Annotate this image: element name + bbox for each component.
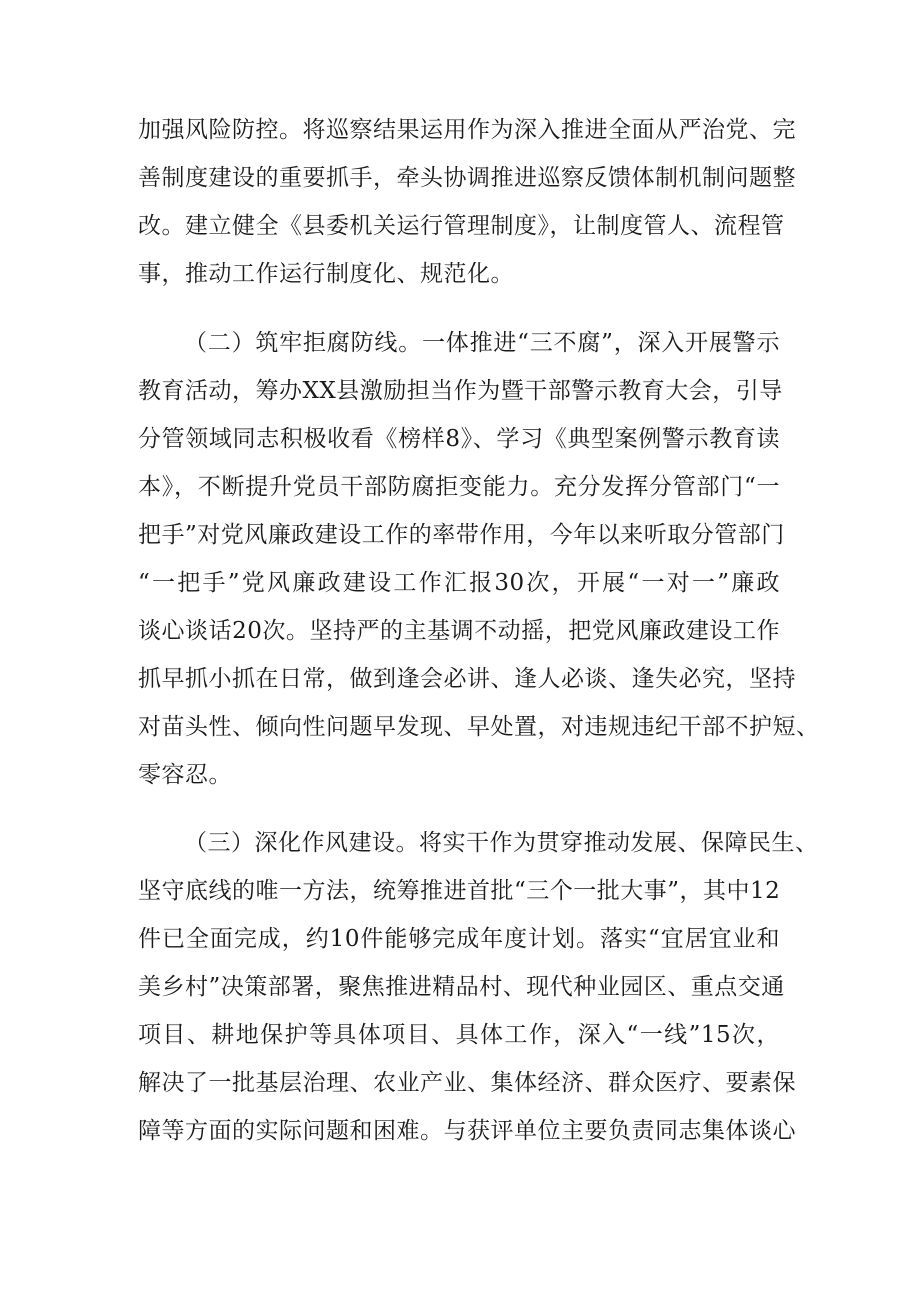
- text-line: 零容忍。: [138, 762, 232, 788]
- text-line: 本》，不断提升党员干部防腐拒变能力。充分发挥分管部门“一: [138, 474, 780, 500]
- text-line: （二）筑牢拒腐防线。一体推进“三不腐”，深入开展警示: [184, 330, 780, 356]
- text-line: 教育活动，筹办XX县激励担当作为暨干部警示教育大会，引导: [138, 378, 783, 404]
- text-line: 对苗头性、倾向性问题早发现、早处置，对违规违纪干部不护短、: [138, 714, 820, 740]
- text-line: 把手”对党风廉政建设工作的率带作用，今年以来听取分管部门: [138, 522, 785, 548]
- text-line: 加强风险防控。将巡察结果运用作为深入推进全面从严治党、完: [138, 117, 796, 143]
- paragraph-risk-control: [138, 106, 796, 298]
- text-line: 分管领域同志积极收看《榜样8》、学习《典型案例警示教育读: [138, 426, 780, 452]
- text-line: 美乡村”决策部署，聚焦推进精品村、现代种业园区、重点交通: [138, 974, 785, 1000]
- text-line: 障等方面的实际问题和困难。与获评单位主要负责同志集体谈心: [138, 1118, 796, 1144]
- text-line: 项目、耕地保护等具体项目、具体工作，深入“一线”15次，: [138, 1022, 780, 1048]
- text-line: 善制度建设的重要抓手，牵头协调推进巡察反馈体制机制问题整: [138, 165, 796, 191]
- text-line: “一把手”党风廉政建设工作汇报30次，开展“一对一”廉政: [138, 570, 780, 596]
- text-line: 谈心谈话20次。坚持严的主基调不动摇，把党风廉政建设工作: [138, 618, 780, 644]
- text-line: 事，推动工作运行制度化、规范化。: [138, 261, 514, 287]
- text-line: 解决了一批基层治理、农业产业、集体经济、群众医疗、要素保: [138, 1070, 796, 1096]
- text-line: 抓早抓小抓在日常，做到逢会必讲、逢人必谈、逢失必究，坚持: [138, 666, 796, 692]
- text-line: 改。建立健全《县委机关运行管理制度》，让制度管人、流程管: [138, 213, 785, 239]
- text-line: 坚守底线的唯一方法，统筹推进首批“三个一批大事”，其中12: [138, 878, 781, 904]
- paragraph-anti-corruption: [138, 319, 820, 799]
- text-line: （三）深化作风建设。将实干作为贯穿推动发展、保障民生、: [184, 830, 819, 856]
- text-line: 件已全面完成，约10件能够完成年度计划。落实“宜居宜业和: [138, 926, 780, 952]
- paragraph-work-style: [138, 819, 819, 1155]
